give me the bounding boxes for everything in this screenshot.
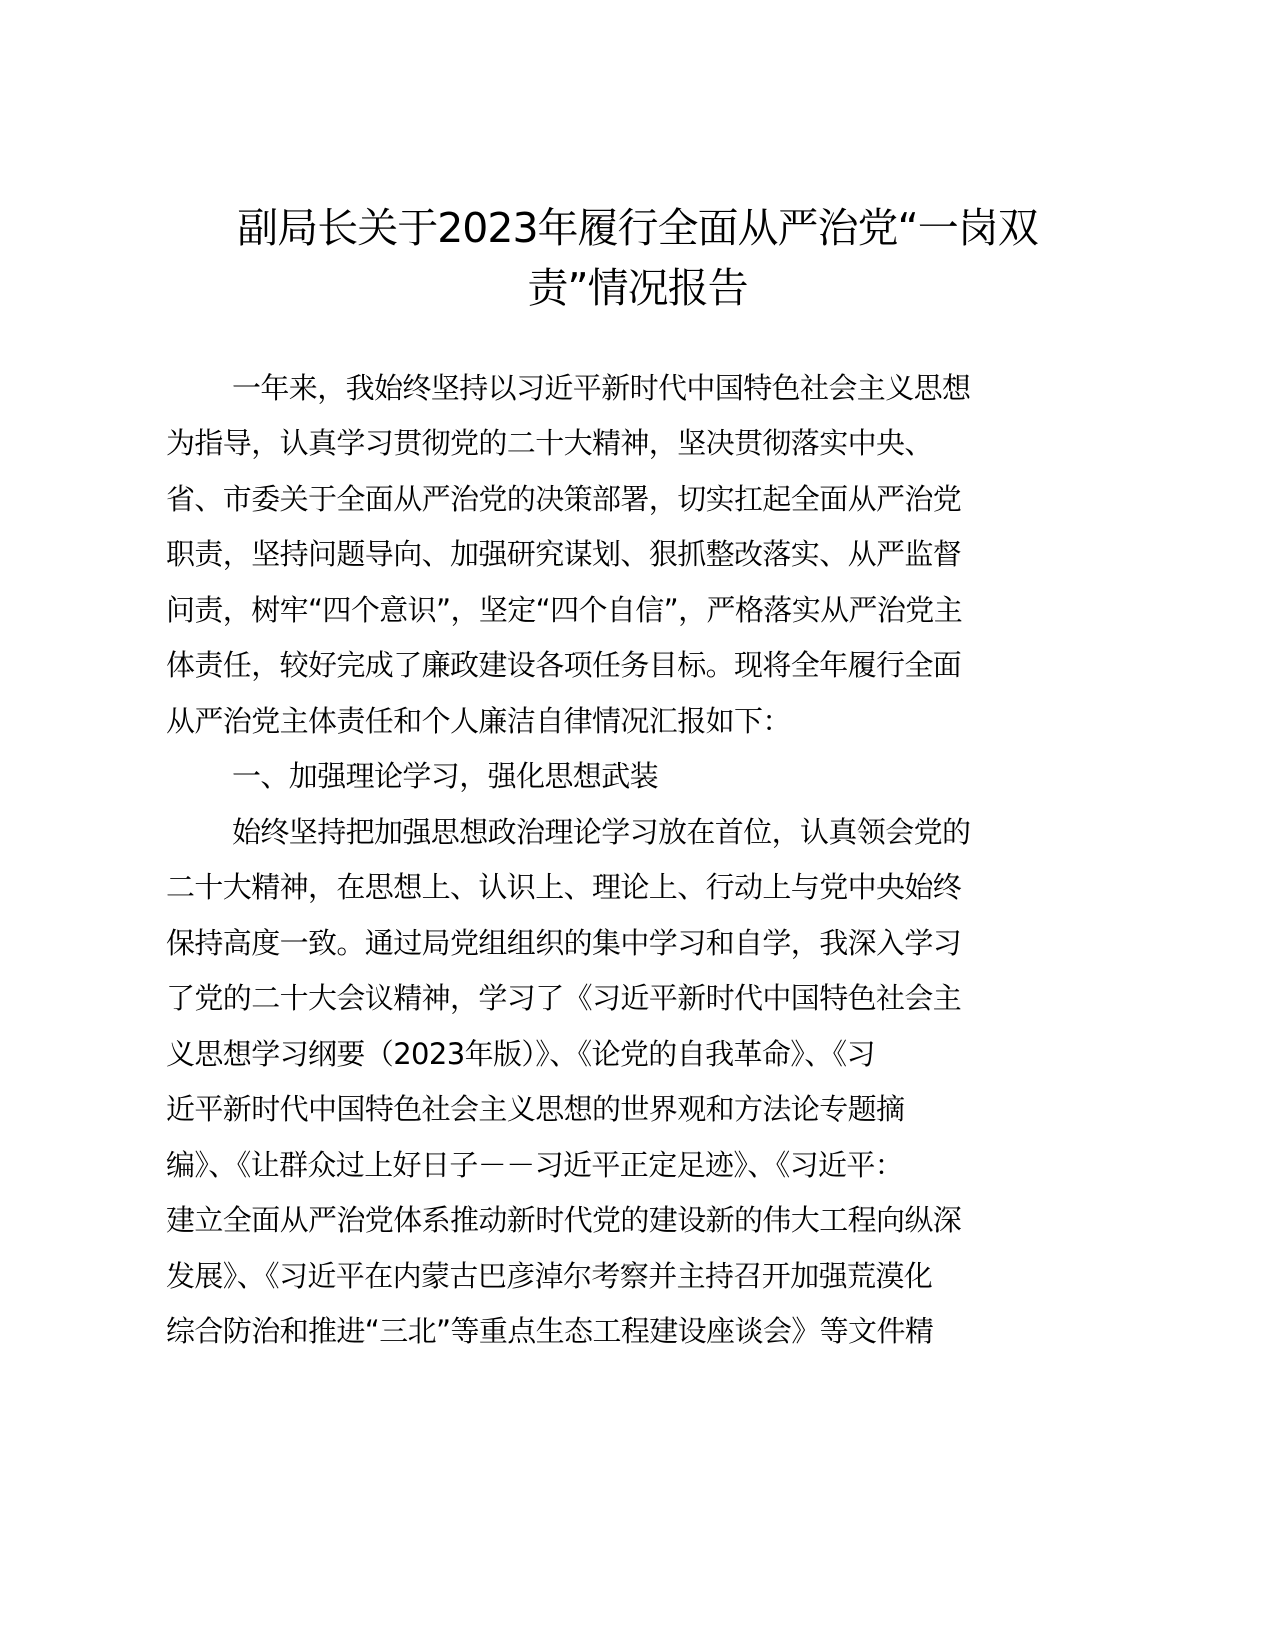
- title-line-1: 副局长关于2023年履行全面从严治党“一岗双: [237, 204, 1038, 252]
- paragraph-line-9: 二十大精神，在思想上、认识上、理论上、行动上与党中央始终: [166, 870, 962, 904]
- paragraph-line-2: 为指导，认真学习贯彻党的二十大精神，坚决贯彻落实中央、: [166, 426, 933, 460]
- title-line-2: 责”情况报告: [527, 264, 748, 312]
- paragraph-line-17: 综合防治和推进“三北”等重点生态工程建设座谈会》等文件精: [166, 1314, 934, 1348]
- paragraph-line-12: 义思想学习纲要（2023年版）》、《论党的自我革命》、《习: [166, 1037, 875, 1071]
- document-title: [160, 198, 1115, 318]
- section-heading-1: 一、加强理论学习，强化思想武装: [232, 759, 659, 793]
- paragraph-line-8: 始终坚持把加强思想政治理论学习放在首位，认真领会党的: [232, 815, 971, 849]
- paragraph-line-6: 体责任，较好完成了廉政建设各项任务目标。现将全年履行全面: [166, 648, 962, 682]
- paragraph-line-4: 职责，坚持问题导向、加强研究谋划、狠抓整改落实、从严监督: [166, 537, 962, 571]
- paragraph-line-10: 保持高度一致。通过局党组组织的集中学习和自学，我深入学习: [166, 926, 962, 960]
- paragraph-line-5: 问责，树牢“四个意识”，坚定“四个自信”，严格落实从严治党主: [166, 593, 963, 627]
- paragraph-line-15: 建立全面从严治党体系推动新时代党的建设新的伟大工程向纵深: [166, 1203, 962, 1237]
- paragraph-line-1: 一年来，我始终坚持以习近平新时代中国特色社会主义思想: [232, 371, 971, 405]
- paragraph-line-7: 从严治党主体责任和个人廉洁自律情况汇报如下：: [166, 704, 791, 738]
- paragraph-line-14: 编》、《让群众过上好日子－－习近平正定足迹》、《习近平：: [166, 1148, 904, 1182]
- paragraph-line-16: 发展》、《习近平在内蒙古巴彦淖尔考察并主持召开加强荒漠化: [166, 1259, 933, 1293]
- paragraph-line-13: 近平新时代中国特色社会主义思想的世界观和方法论专题摘: [166, 1092, 905, 1126]
- paragraph-line-3: 省、市委关于全面从严治党的决策部署，切实扛起全面从严治党: [166, 482, 962, 516]
- paragraph-line-11: 了党的二十大会议精神，学习了《习近平新时代中国特色社会主: [166, 981, 962, 1015]
